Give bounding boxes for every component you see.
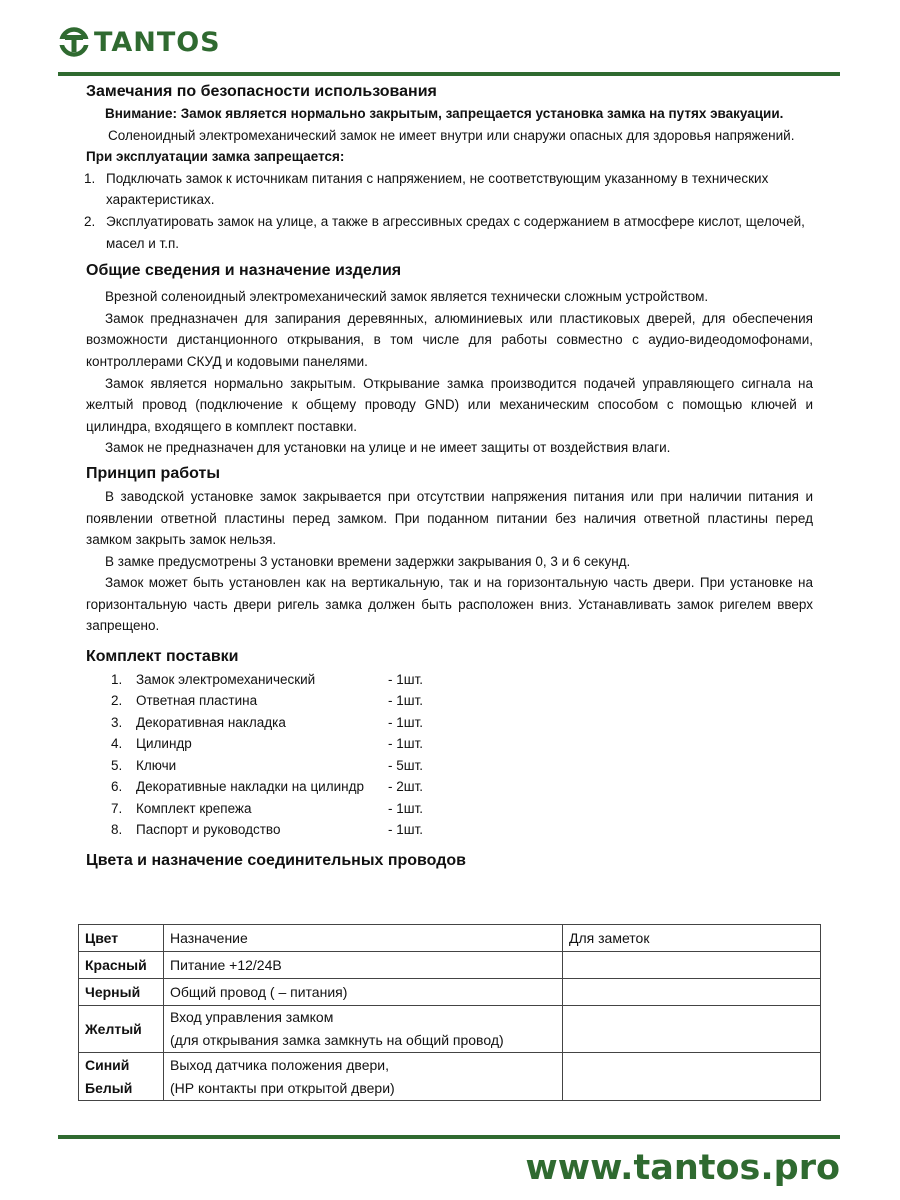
wire-color: Синий Белый xyxy=(79,1053,164,1101)
principle-paragraph: Замок может быть установлен как на вертикальную, так и на горизонтальную часть двери. При установке на горизонтальную часть двери ригель замка должен быть расположен вниз. Устанавливать замок ригелем вверх запрещено. xyxy=(86,575,813,634)
table-row xyxy=(79,979,821,1006)
list-item: 2. Эксплуатировать замок на улице, а также в агрессивных средах с содержанием в атмосфере кислот, щелочей, масел и т.п. xyxy=(84,213,805,251)
table-header: Для заметок xyxy=(563,925,821,952)
general-heading: Общие сведения и назначение изделия xyxy=(86,262,402,280)
wire-purpose: Вход управления замком (для открывания замка замкнуть на общий провод) xyxy=(164,1006,563,1053)
principle-paragraph: В замке предусмотрены 3 установки времени задержки закрывания 0, 3 и 6 секунд. xyxy=(105,553,631,569)
list-item: 2. Ответная пластина - 1шт. xyxy=(111,693,424,709)
wire-purpose: Общий провод ( – питания) xyxy=(164,979,563,1006)
principle-paragraph: В заводской установке замок закрывается при отсутствии напряжения питания или при наличии питания и появлении ответной пластины перед замком. При поданном питании без наличия ответной пластины перед замком закрыть замок нельзя. xyxy=(86,488,813,548)
wire-purpose: Питание +12/24В xyxy=(164,952,563,979)
forbidden-heading: При эксплуатации замка запрещается: xyxy=(86,149,345,165)
kit-list xyxy=(86,669,813,840)
table-header: Цвет xyxy=(79,925,164,952)
wires-heading: Цвета и назначение соединительных проводов xyxy=(86,852,466,870)
general-paragraph: Замок не предназначен для установки на улице и не имеет защиты от воздействия влаги. xyxy=(105,440,671,456)
general-paragraph: Врезной соленоидный электромеханический замок является технически сложным устройством. xyxy=(105,289,709,305)
general-paragraph: Замок предназначен для запирания деревянных, алюминиевых или пластиковых дверей, для обеспечения возможности дистанционного открывания, в том числе для работы совместно с аудио-видеодомофонами, контроллерами СКУД и кодовыми панелями. xyxy=(86,310,813,369)
website-url: www.tantos.pro xyxy=(525,1148,840,1188)
table-row xyxy=(79,1006,821,1053)
document-body xyxy=(86,80,813,873)
table-row xyxy=(79,952,821,979)
notes-cell xyxy=(563,1053,821,1101)
list-item: 1. Подключать замок к источникам питания с напряжением, не соответствующим указанному в технических характеристиках. xyxy=(84,170,769,208)
table-header: Назначение xyxy=(164,925,563,952)
notes-cell xyxy=(563,979,821,1006)
footer-divider xyxy=(58,1135,840,1139)
notes-cell xyxy=(563,1006,821,1053)
safety-warning: Внимание: Замок является нормально закрытым, запрещается установка замка на путях эвакуации. xyxy=(105,106,784,121)
list-item: 3. Декоративная накладка - 1шт. xyxy=(111,714,424,730)
table-header-row xyxy=(79,925,821,952)
wire-purpose: Выход датчика положения двери, (НР контакты при открытой двери) xyxy=(164,1053,563,1101)
safety-heading: Замечания по безопасности использования xyxy=(86,83,437,100)
list-item: 6. Декоративные накладки на цилиндр - 2шт. xyxy=(111,779,424,795)
principle-heading: Принцип работы xyxy=(86,464,220,482)
wires-table xyxy=(78,924,821,1101)
list-item: 5. Ключи - 5шт. xyxy=(111,757,424,773)
list-item: 4. Цилиндр - 1шт. xyxy=(111,736,424,752)
list-item: 8. Паспорт и руководство - 1шт. xyxy=(111,821,424,837)
table-row xyxy=(79,1053,821,1101)
kit-heading: Комплект поставки xyxy=(86,648,239,666)
list-item: 1. Замок электромеханический - 1шт. xyxy=(111,672,424,688)
safety-note: Соленоидный электромеханический замок не имеет внутри или снаружи опасных для здоровья напряжений. xyxy=(108,127,795,143)
wire-color: Желтый xyxy=(79,1006,164,1053)
brand-logo xyxy=(58,26,221,58)
wire-color: Черный xyxy=(79,979,164,1006)
header-divider xyxy=(58,72,840,76)
forbidden-list xyxy=(86,168,813,254)
notes-cell xyxy=(563,952,821,979)
general-paragraph: Замок является нормально закрытым. Открывание замка производится подачей управляющего сигнала на желтый провод (подключение к общему проводу GND) или механическим способом с помощью ключей и цилиндра, входящего в комплект поставки. xyxy=(86,375,813,434)
brand-name: TANTOS xyxy=(94,26,221,58)
wire-color: Красный xyxy=(79,952,164,979)
list-item: 7. Комплект крепежа - 1шт. xyxy=(111,800,424,816)
tantos-logo-icon xyxy=(58,26,90,58)
